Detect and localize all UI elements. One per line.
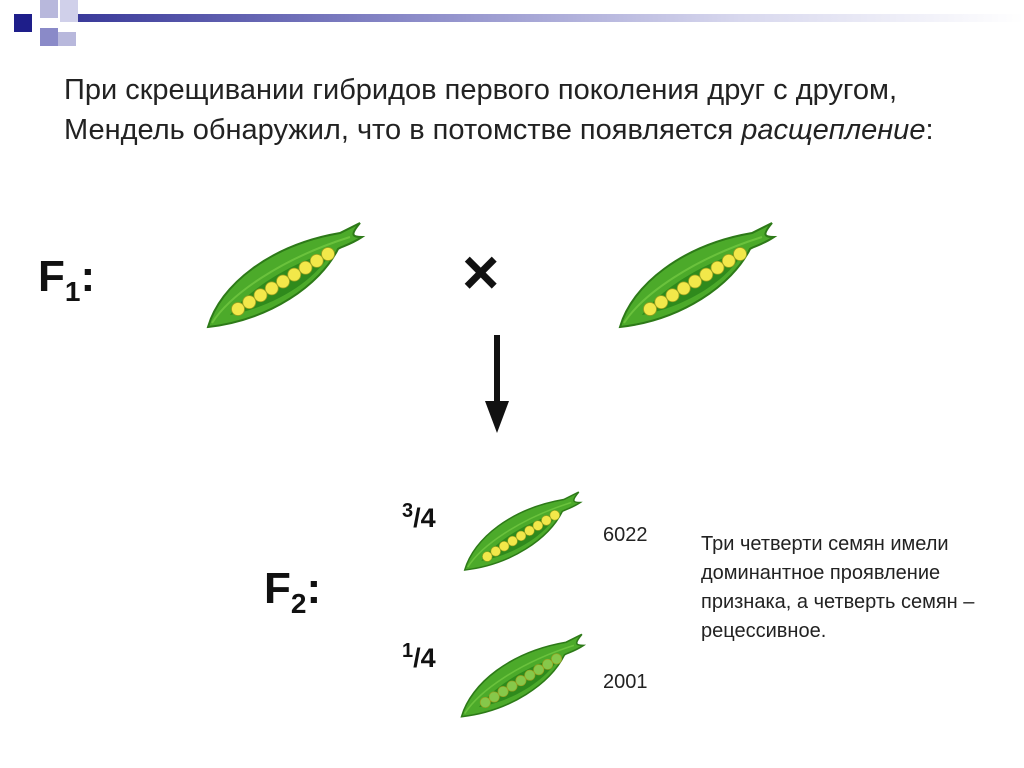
pea-icon <box>482 552 492 562</box>
pea-icon <box>322 248 335 261</box>
slide-header-bar <box>78 14 1024 22</box>
slide-title <box>64 70 964 150</box>
pea-pod-f1-left <box>200 215 370 335</box>
pea-icon <box>700 268 713 281</box>
pea-icon <box>232 303 245 316</box>
f2-label: $F_2$: <box>264 564 322 619</box>
pea-icon <box>277 275 290 288</box>
count-dominant: 6022 <box>603 524 648 546</box>
pea-icon <box>288 268 301 281</box>
pea-pod-f2-recessive <box>455 628 590 723</box>
pea-pod-f2-dominant <box>455 486 590 576</box>
pea-icon <box>534 665 544 675</box>
pea-icon <box>525 670 535 680</box>
explanation-note: Три четверти семян имели доминантное проявление признака, а четверть семян – рецессивное. <box>701 533 975 642</box>
pea-icon <box>666 289 679 302</box>
pea-icon <box>508 536 518 546</box>
pea-icon <box>243 296 256 309</box>
pea-icon <box>265 282 278 295</box>
pea-icon <box>516 676 526 686</box>
cross-symbol: × <box>462 236 500 308</box>
pea-icon <box>550 510 560 520</box>
pea-icon <box>734 248 747 261</box>
pea-icon <box>507 681 517 691</box>
pea-icon <box>491 546 501 556</box>
pea-icon <box>551 654 561 664</box>
pea-icon <box>677 282 690 295</box>
pea-icon <box>498 686 508 696</box>
count-recessive: 2001 <box>603 671 648 693</box>
title-text: При скрещивании гибридов первого поколения друг с другом, Мендель обнаружил, что в потомстве появляется <box>64 74 897 146</box>
title-emphasis: расщепление <box>741 114 926 146</box>
pea-icon <box>722 254 735 267</box>
pea-icon <box>541 516 551 526</box>
pea-icon <box>499 541 509 551</box>
pea-pod-f1-right <box>612 215 782 335</box>
pea-icon <box>644 303 657 316</box>
pea-icon <box>711 261 724 274</box>
pea-icon <box>310 254 323 267</box>
fraction-one-quarter: $^1$/4 <box>402 640 436 673</box>
title-colon: : <box>925 114 934 146</box>
pea-icon <box>525 526 535 536</box>
pea-icon <box>489 692 499 702</box>
pea-icon <box>655 296 668 309</box>
pea-icon <box>533 521 543 531</box>
pea-icon <box>480 697 490 707</box>
down-arrow-icon <box>480 335 514 435</box>
pea-icon <box>689 275 702 288</box>
pea-icon <box>299 261 312 274</box>
f1-label: $F_1$: <box>38 252 96 307</box>
fraction-three-quarters: $^3$/4 <box>402 500 436 533</box>
pea-icon <box>542 659 552 669</box>
pea-icon <box>516 531 526 541</box>
pea-icon <box>254 289 267 302</box>
